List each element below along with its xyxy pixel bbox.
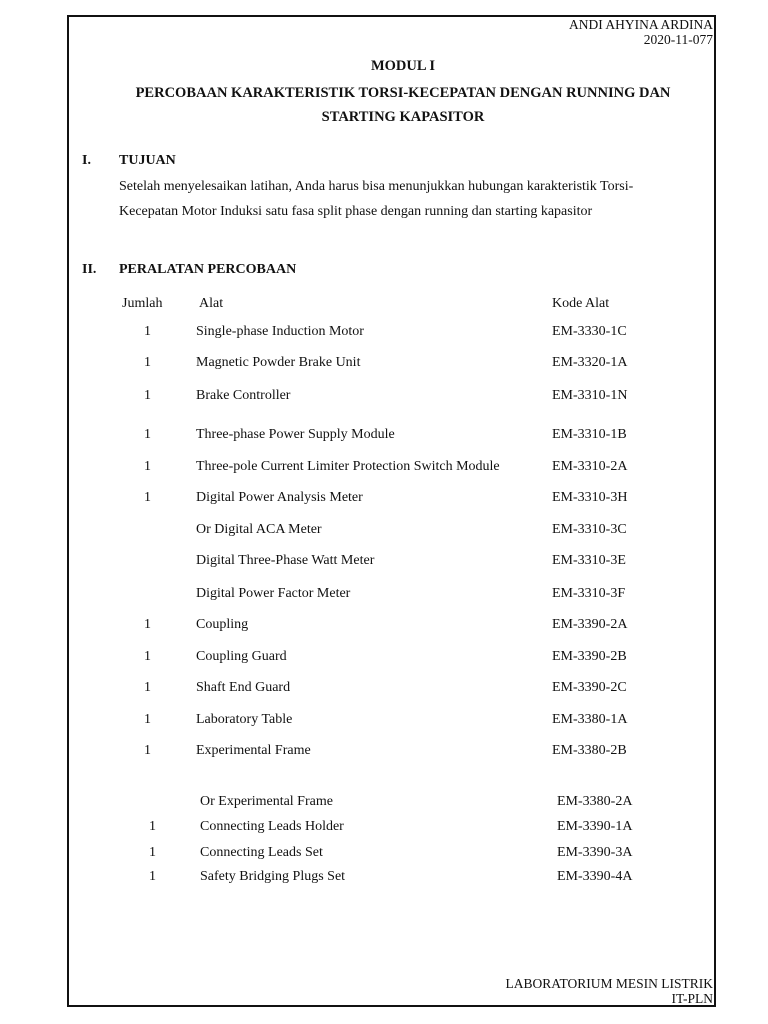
row-code: EM-3390-3A (557, 845, 633, 860)
row-code: EM-3320-1A (552, 355, 628, 370)
col-header-code: Kode Alat (552, 296, 610, 311)
row-item: Or Digital ACA Meter (196, 522, 322, 537)
row-item: Brake Controller (196, 388, 291, 403)
section1-text-line2: Kecepatan Motor Induksi satu fasa split phase dengan running dan starting kapasitor (119, 204, 593, 219)
row-code: EM-3310-3H (552, 490, 628, 505)
row-code: EM-3380-2B (552, 743, 627, 758)
row-item: Shaft End Guard (196, 680, 291, 695)
row-item: Safety Bridging Plugs Set (200, 869, 346, 884)
row-code: EM-3310-2A (552, 459, 628, 474)
section1-text-line1: Setelah menyelesaikan latihan, Anda harus bisa menunjukkan hubungan karakteristik Torsi- (119, 179, 634, 194)
row-qty: 1 (144, 743, 151, 758)
row-code: EM-3310-3C (552, 522, 627, 537)
row-code: EM-3390-2B (552, 649, 627, 664)
module-title-line2: STARTING KAPASITOR (321, 109, 485, 125)
row-item: Connecting Leads Holder (200, 819, 344, 834)
module-title-line1: PERCOBAAN KARAKTERISTIK TORSI-KECEPATAN DENGAN RUNNING DAN (135, 85, 671, 101)
row-code: EM-3380-2A (557, 794, 633, 809)
module-label: MODUL I (370, 58, 436, 74)
row-qty: 1 (144, 649, 151, 664)
section2-heading: PERALATAN PERCOBAAN (119, 262, 297, 277)
row-code: EM-3310-3E (552, 553, 626, 568)
section1-number: I. (82, 153, 91, 168)
row-qty: 1 (144, 459, 151, 474)
row-code: EM-3310-1B (552, 427, 627, 442)
row-item: Experimental Frame (196, 743, 311, 758)
row-code: EM-3390-4A (557, 869, 633, 884)
footer-lab: LABORATORIUM MESIN LISTRIK (505, 976, 713, 991)
row-qty: 1 (149, 819, 156, 834)
row-qty: 1 (144, 355, 151, 370)
row-qty: 1 (144, 712, 151, 727)
col-header-item: Alat (199, 296, 224, 311)
row-qty: 1 (144, 680, 151, 695)
section2-number: II. (82, 262, 97, 277)
row-item: Or Experimental Frame (200, 794, 333, 809)
row-item: Digital Three-Phase Watt Meter (196, 553, 375, 568)
row-qty: 1 (144, 324, 151, 339)
row-qty: 1 (144, 388, 151, 403)
row-code: EM-3330-1C (552, 324, 627, 339)
row-code: EM-3310-3F (552, 586, 626, 601)
row-qty: 1 (149, 869, 156, 884)
row-code: EM-3390-2C (552, 680, 627, 695)
row-qty: 1 (144, 490, 151, 505)
row-qty: 1 (144, 427, 151, 442)
row-item: Connecting Leads Set (200, 845, 323, 860)
student-id: 2020-11-077 (643, 32, 713, 47)
author-name: ANDI AHYINA ARDINA (569, 17, 713, 32)
row-item: Laboratory Table (196, 712, 293, 727)
row-code: EM-3390-2A (552, 617, 628, 632)
row-item: Three-pole Current Limiter Protection Switch Module (196, 459, 500, 474)
row-qty: 1 (144, 617, 151, 632)
row-code: EM-3310-1N (552, 388, 628, 403)
row-code: EM-3380-1A (552, 712, 628, 727)
footer-institution: IT-PLN (671, 991, 713, 1006)
row-item: Coupling Guard (196, 649, 287, 664)
row-code: EM-3390-1A (557, 819, 633, 834)
row-item: Coupling (196, 617, 249, 632)
row-item: Three-phase Power Supply Module (196, 427, 395, 442)
section1-heading: TUJUAN (119, 153, 176, 168)
row-item: Digital Power Analysis Meter (196, 490, 363, 505)
row-item: Magnetic Powder Brake Unit (196, 355, 361, 370)
row-item: Single-phase Induction Motor (196, 324, 364, 339)
col-header-qty: Jumlah (122, 296, 163, 311)
row-qty: 1 (149, 845, 156, 860)
row-item: Digital Power Factor Meter (196, 586, 351, 601)
